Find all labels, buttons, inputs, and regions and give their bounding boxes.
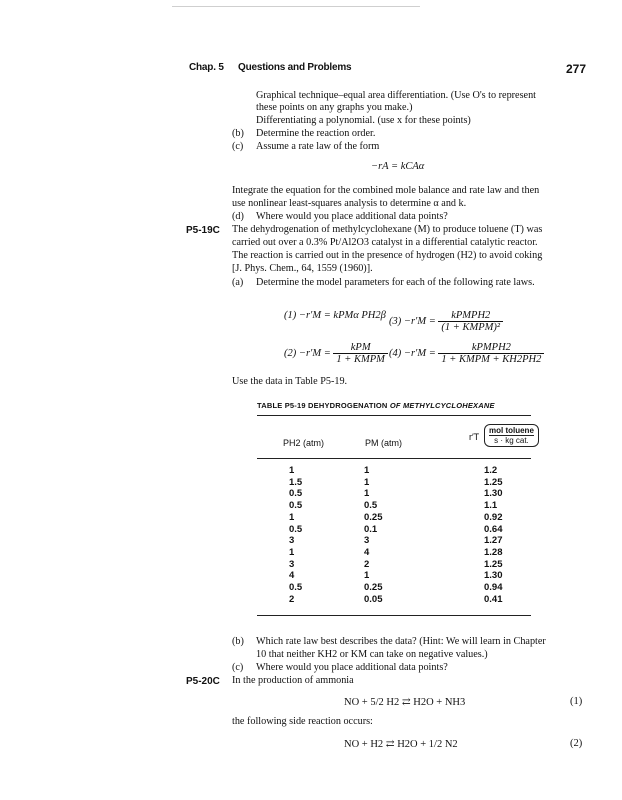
col-header-ph2: PH2 (atm) <box>283 438 325 448</box>
p519-line-2: carried out over a 0.3% Pt/Al2O3 catalyst in a differential catalytic reactor. <box>232 237 538 248</box>
reaction-1-number: (1) <box>570 696 583 707</box>
col-header-units <box>484 424 539 447</box>
intro-line-1: Graphical technique–equal area differentiation. (Use O's to represent <box>256 90 536 101</box>
integrate-line-1: Integrate the equation for the combined mole balance and rate law and then <box>232 185 540 196</box>
item-b-text: Determine the reaction order. <box>256 128 376 139</box>
cell-ph2: 0.5 <box>289 500 303 512</box>
after-b-line-2: 10 that neither KH2 or KM can take on negative values.) <box>256 649 488 660</box>
side-reaction-text: the following side reaction occurs: <box>232 716 373 727</box>
rate-law-3-denominator: (1 + KMPM)² <box>441 322 501 333</box>
rate-law-equation: −rA = kCAα <box>371 161 425 172</box>
table-header-rule <box>257 458 531 459</box>
after-b-line-1: Which rate law best describes the data? (Hint: We will learn in Chapter <box>256 636 546 647</box>
rate-law-4-label: (4) −r′M = <box>389 347 436 359</box>
table-top-rule <box>257 415 531 416</box>
rate-law-2-fraction <box>333 342 388 365</box>
rate-law-3-fraction <box>438 310 503 333</box>
reaction-1: NO + 5/2 H2 ⇄ H2O + NH3 <box>344 697 466 708</box>
cell-rt: 0.41 <box>484 593 503 605</box>
cell-pm: 1 <box>364 488 370 500</box>
reaction-2-number: (2) <box>570 738 583 749</box>
cell-rt: 0.94 <box>484 582 503 593</box>
cell-ph2: 1.5 <box>289 476 303 488</box>
item-b-label: (b) <box>232 128 244 139</box>
units-bottom: s · kg cat. <box>494 436 529 445</box>
item-d-text: Where would you place additional data points? <box>256 211 448 222</box>
cell-ph2: 0.5 <box>289 523 303 535</box>
table-bottom-rule <box>257 615 531 616</box>
rate-law-3-label: (3) −r′M = <box>389 315 436 327</box>
cell-ph2: 1 <box>289 511 295 523</box>
cell-pm: 0.5 <box>364 500 378 512</box>
reaction-2: NO + H2 ⇄ H2O + 1/2 N2 <box>344 739 458 750</box>
rate-law-2-denominator: 1 + KMPM <box>336 354 385 365</box>
cell-pm: 1 <box>364 476 370 488</box>
cell-pm: 0.1 <box>364 523 378 535</box>
rate-law-4-fraction <box>438 342 544 365</box>
rate-law-2-numerator: kPM <box>333 342 388 354</box>
table-title-italic: OF METHYLCYCLOHEXANE <box>389 401 495 410</box>
table-title <box>257 401 495 410</box>
cell-pm: 3 <box>364 535 370 547</box>
chapter-label: Chap. 5 <box>189 62 224 73</box>
cell-pm: 1 <box>364 465 370 476</box>
use-data-text: Use the data in Table P5-19. <box>232 376 348 387</box>
cell-ph2: 0.5 <box>289 582 303 593</box>
table-title-plain: TABLE P5-19 DEHYDROGENATION <box>257 401 388 410</box>
cell-ph2: 1 <box>289 465 295 476</box>
col-header-pm: PM (atm) <box>365 438 402 448</box>
units-top: mol toluene <box>489 426 534 435</box>
rate-law-4-denominator: 1 + KMPM + KH2PH2 <box>441 354 542 365</box>
integrate-line-2: use nonlinear least-squares analysis to determine α and k. <box>232 198 467 209</box>
cell-pm: 4 <box>364 546 370 558</box>
intro-line-2: these points on any graphs you make.) <box>256 102 413 113</box>
p519-line-3: The reaction is carried out in the presence of hydrogen (H2) to avoid coking <box>232 250 543 261</box>
intro-line-3: Differentiating a polynomial. (use x for these points) <box>256 115 471 126</box>
item-c-text: Assume a rate law of the form <box>256 141 380 152</box>
cell-ph2: 3 <box>289 535 295 547</box>
rate-law-4 <box>389 342 544 365</box>
cell-pm: 0.05 <box>364 593 383 605</box>
cell-pm: 0.25 <box>364 511 383 523</box>
cell-rt: 1.1 <box>484 500 498 512</box>
rate-law-2-label: (2) −r′M = <box>284 347 331 359</box>
cell-rt: 0.92 <box>484 511 503 523</box>
cell-ph2: 2 <box>289 593 295 605</box>
item-d-label: (d) <box>232 211 244 222</box>
col-header-rt: r′T <box>469 432 480 442</box>
after-c-text: Where would you place additional data points? <box>256 662 448 673</box>
item-c-label: (c) <box>232 141 244 152</box>
rate-law-2 <box>284 342 388 365</box>
cell-pm: 1 <box>364 570 370 582</box>
cell-rt: 1.25 <box>484 558 503 570</box>
rate-law-4-numerator: kPMPH2 <box>438 342 544 354</box>
problem-5-19-id: P5-19C <box>186 225 220 236</box>
p519-a-label: (a) <box>232 277 244 288</box>
top-rule <box>172 6 420 7</box>
cell-rt: 1.25 <box>484 476 503 488</box>
rate-law-3 <box>389 310 503 333</box>
cell-rt: 1.2 <box>484 465 498 476</box>
cell-pm: 0.25 <box>364 582 383 593</box>
after-c-label: (c) <box>232 662 244 673</box>
cell-ph2: 1 <box>289 546 295 558</box>
p519-line-1: The dehydrogenation of methylcyclohexane (M) to produce toluene (T) was <box>232 224 543 235</box>
rate-law-1: (1) −r′M = kPMα PH2β <box>284 310 386 321</box>
p520-line-1: In the production of ammonia <box>232 675 354 686</box>
cell-rt: 1.30 <box>484 570 503 582</box>
cell-rt: 1.28 <box>484 546 503 558</box>
p519-a-text: Determine the model parameters for each of the following rate laws. <box>256 277 535 288</box>
page-number: 277 <box>566 62 587 76</box>
cell-rt: 0.64 <box>484 523 503 535</box>
p519-line-4: [J. Phys. Chem., 64, 1559 (1960)]. <box>232 263 373 274</box>
cell-rt: 1.27 <box>484 535 503 547</box>
cell-pm: 2 <box>364 558 370 570</box>
problem-5-20-id: P5-20C <box>186 676 220 687</box>
cell-ph2: 0.5 <box>289 488 303 500</box>
rate-law-3-numerator: kPMPH2 <box>438 310 503 322</box>
section-title: Questions and Problems <box>238 62 352 73</box>
cell-rt: 1.30 <box>484 488 503 500</box>
cell-ph2: 3 <box>289 558 295 570</box>
cell-ph2: 4 <box>289 570 295 582</box>
after-b-label: (b) <box>232 636 244 647</box>
